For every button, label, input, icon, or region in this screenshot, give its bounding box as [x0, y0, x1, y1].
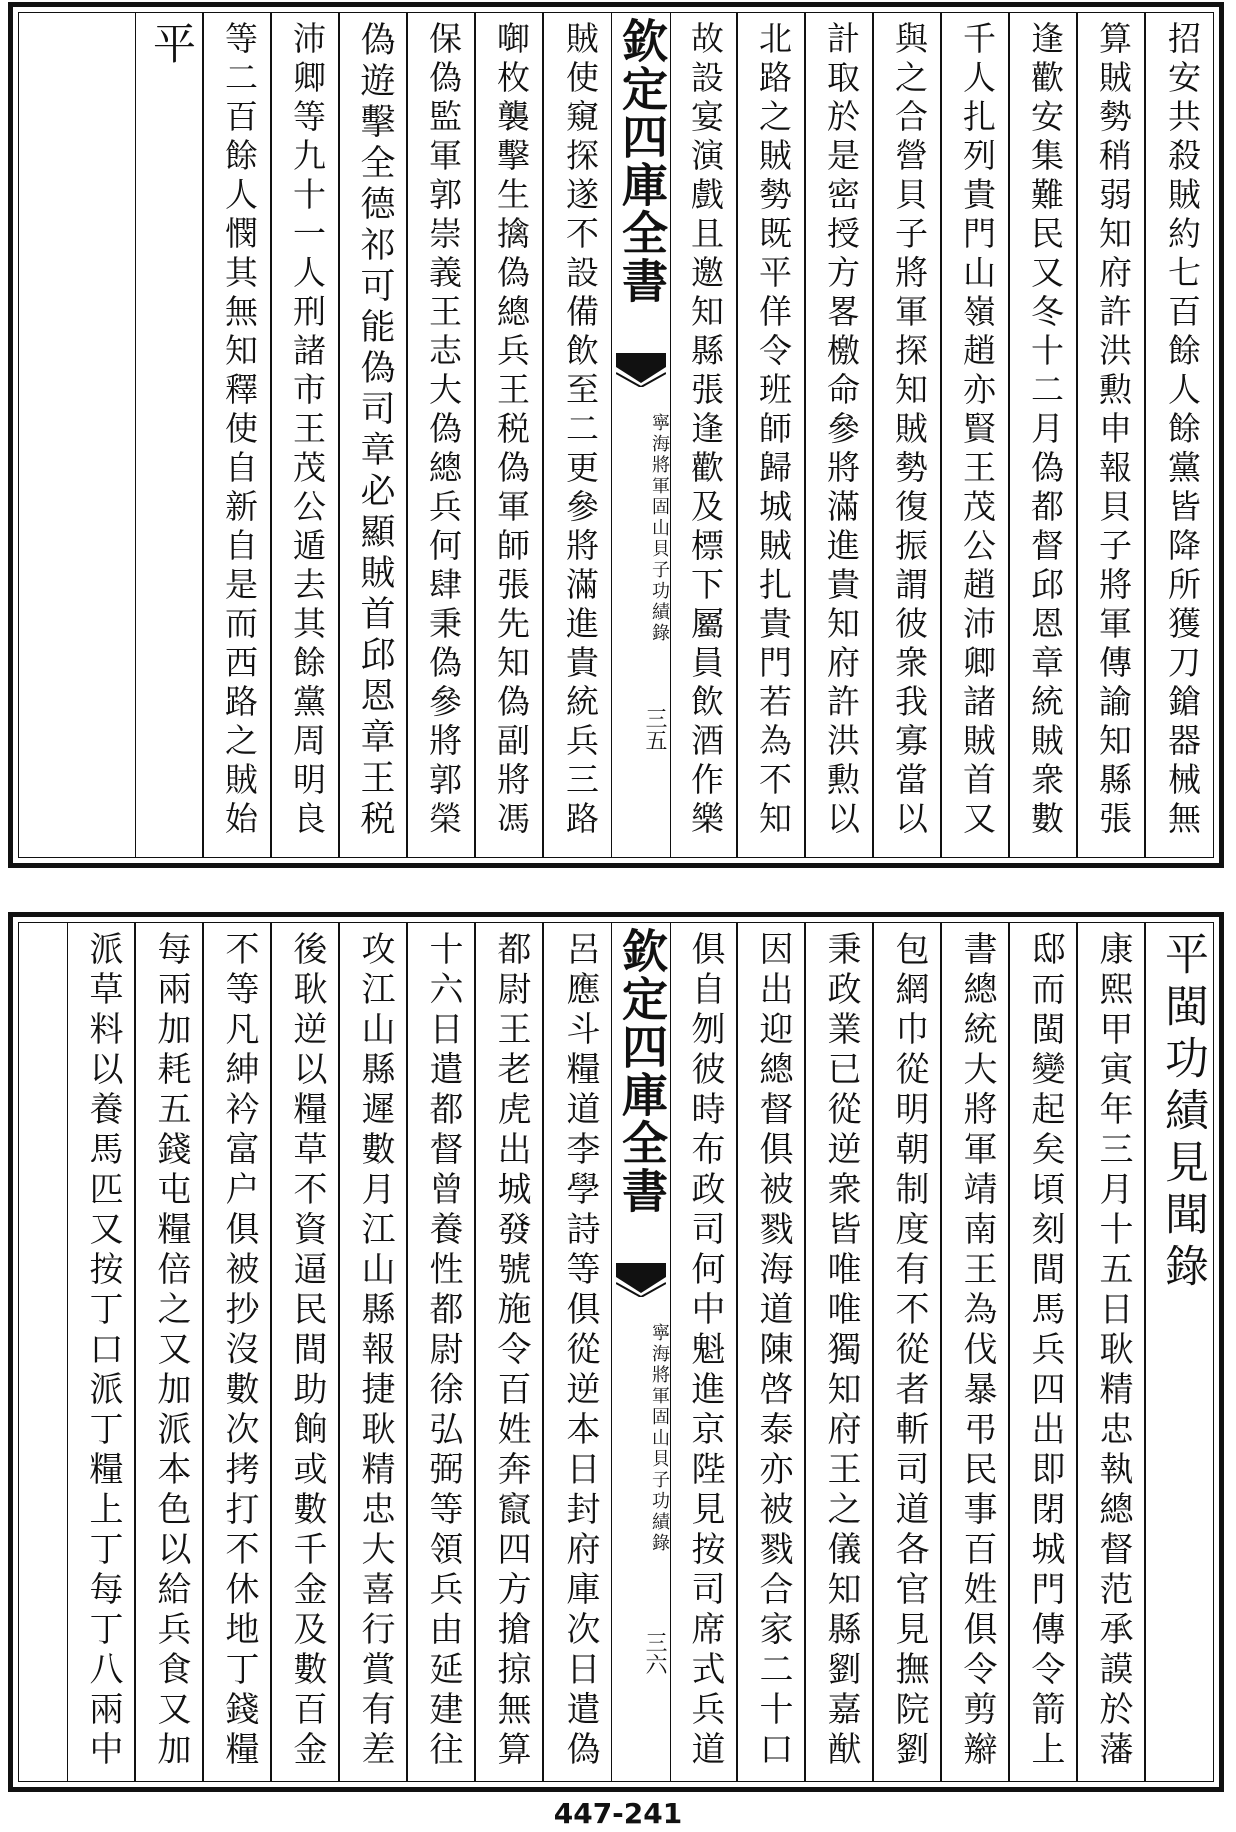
top-text-column	[1077, 13, 1145, 857]
top-fishtail-mark	[616, 353, 666, 387]
bottom-gutter-book-title: 寧海將軍固山貝子功績錄	[649, 1323, 670, 1554]
top-gutter-leaf-number: 三五	[642, 707, 667, 751]
bottom-text-column	[1145, 923, 1213, 1781]
top-column-text: 北路之賊勢既平佯令班師歸城賊扎貴門若為不知	[754, 21, 793, 840]
bottom-fishtail-mark	[616, 1263, 666, 1297]
bottom-column-text: 攻江山縣遲數月江山縣報捷耿精忠大喜行賞有差	[355, 931, 395, 1771]
bottom-column-text: 俱自刎彼時布政司何中魁進京陛見按司席式兵道	[685, 931, 725, 1771]
bottom-page-frame	[8, 912, 1224, 1792]
top-column-text: 與之合營貝子將軍探知賊勢復振謂彼衆我寡當以	[890, 21, 929, 840]
bottom-text-column	[1077, 923, 1145, 1781]
top-column-text: 賊使窺探遂不設備飲至二更參將滿進貴統兵三路	[561, 21, 600, 840]
bottom-text-column	[669, 923, 737, 1781]
page-number: 447-241	[553, 1797, 683, 1830]
top-text-column	[475, 13, 543, 857]
bottom-text-column	[737, 923, 805, 1781]
bottom-text-column	[873, 923, 941, 1781]
bottom-column-text: 邸而閩變起矣頃刻間馬兵四出即閉城門傳令箭上	[1025, 931, 1065, 1771]
top-column-text: 保偽監軍郭崇義王志大偽總兵何肆秉偽參將郭榮	[424, 21, 463, 840]
top-column-text: 招安共殺賊約七百餘人餘黨皆降所獲刀鎗器械無	[1163, 21, 1202, 840]
top-center-gutter	[611, 13, 671, 857]
bottom-column-text: 書總統大將軍靖南王為伐暴弔民事百姓俱令剪辮	[957, 931, 997, 1771]
bottom-text-column	[271, 923, 339, 1781]
top-column-text: 計取於是密授方畧檄命參將滿進貴知府許洪勲以	[822, 21, 861, 840]
top-column-text: 逢歡安集難民又冬十二月偽都督邱恩章統賊衆數	[1026, 21, 1065, 840]
bottom-column-text: 不等凡紳衿富户俱被抄沒數次拷打不休地丁錢糧	[219, 931, 259, 1771]
bottom-page-inner	[18, 922, 1214, 1782]
bottom-center-gutter	[611, 923, 671, 1781]
bottom-column-text: 包網巾從明朝制度有不從者斬司道各官見撫院劉	[889, 931, 929, 1771]
top-page-inner	[18, 12, 1214, 858]
top-column-text: 平	[146, 21, 196, 72]
top-text-column	[407, 13, 475, 857]
top-text-column	[339, 13, 407, 857]
top-text-column	[135, 13, 203, 857]
top-text-column	[941, 13, 1009, 857]
bottom-column-text: 平閩功績見聞錄	[1157, 931, 1208, 1295]
top-text-column	[669, 13, 737, 857]
top-column-text: 千人扎列貴門山嶺趙亦賢王茂公趙沛卿諸賊首又	[958, 21, 997, 840]
top-text-column	[873, 13, 941, 857]
bottom-gutter-title: 欽定四庫全書	[615, 927, 669, 1215]
bottom-text-column	[135, 923, 203, 1781]
top-column-text: 等二百餘人憫其無知釋使自新自是而西路之賊始	[220, 21, 259, 840]
bottom-column-text: 因出迎總督俱被戮海道陳啓泰亦被戮合家二十口	[753, 931, 793, 1771]
bottom-gutter-leaf-number: 三六	[642, 1631, 667, 1675]
bottom-column-text: 秉政業已從逆衆皆唯唯獨知府王之儀知縣劉嘉猷	[821, 931, 861, 1771]
top-text-column	[203, 13, 271, 857]
bottom-text-column	[67, 923, 135, 1781]
top-column-text: 偽遊擊全德祁可能偽司章必顯賊首邱恩章王税	[355, 21, 395, 841]
bottom-text-column	[941, 923, 1009, 1781]
bottom-column-text: 都尉王老虎出城發號施令百姓奔竄四方搶掠無算	[491, 931, 531, 1771]
bottom-column-text: 康熙甲寅年三月十五日耿精忠執總督范承謨於藩	[1093, 931, 1133, 1771]
top-text-column	[1009, 13, 1077, 857]
top-gutter-title: 欽定四庫全書	[615, 17, 669, 305]
bottom-text-column	[1009, 923, 1077, 1781]
bottom-column-text: 後耿逆以糧草不資逼民間助餉或數千金及數百金	[287, 931, 327, 1771]
top-column-text: 算賊勢稍弱知府許洪勲申報貝子將軍傳諭知縣張	[1094, 21, 1133, 840]
bottom-column-text: 派草料以養馬匹又按丁口派丁糧上丁每丁八兩中	[83, 931, 123, 1771]
top-column-text: 故設宴演戲且邀知縣張逢歡及標下屬員飲酒作樂	[686, 21, 725, 840]
bottom-text-column	[475, 923, 543, 1781]
top-text-column	[805, 13, 873, 857]
top-page-frame	[8, 2, 1224, 868]
bottom-text-column	[203, 923, 271, 1781]
bottom-text-column	[543, 923, 611, 1781]
top-column-text: 啣枚襲擊生擒偽總兵王税偽軍師張先知偽副將馮	[492, 21, 531, 840]
top-text-column	[737, 13, 805, 857]
top-gutter-book-title: 寧海將軍固山貝子功績錄	[649, 413, 670, 644]
top-text-column	[271, 13, 339, 857]
bottom-text-column	[805, 923, 873, 1781]
top-column-text: 沛卿等九十一人刑諸市王茂公遁去其餘黨周明良	[288, 21, 327, 840]
bottom-column-text: 十六日遣都督曾養性都尉徐弘弼等領兵由延建往	[423, 931, 463, 1771]
bottom-column-text: 呂應斗糧道李學詩等俱從逆本日封府庫次日遣偽	[560, 931, 600, 1771]
bottom-text-column	[339, 923, 407, 1781]
bottom-column-text: 每兩加耗五錢屯糧倍之又加派本色以給兵食又加	[151, 931, 191, 1771]
top-text-column	[1145, 13, 1213, 857]
bottom-text-column	[407, 923, 475, 1781]
top-text-column	[543, 13, 611, 857]
